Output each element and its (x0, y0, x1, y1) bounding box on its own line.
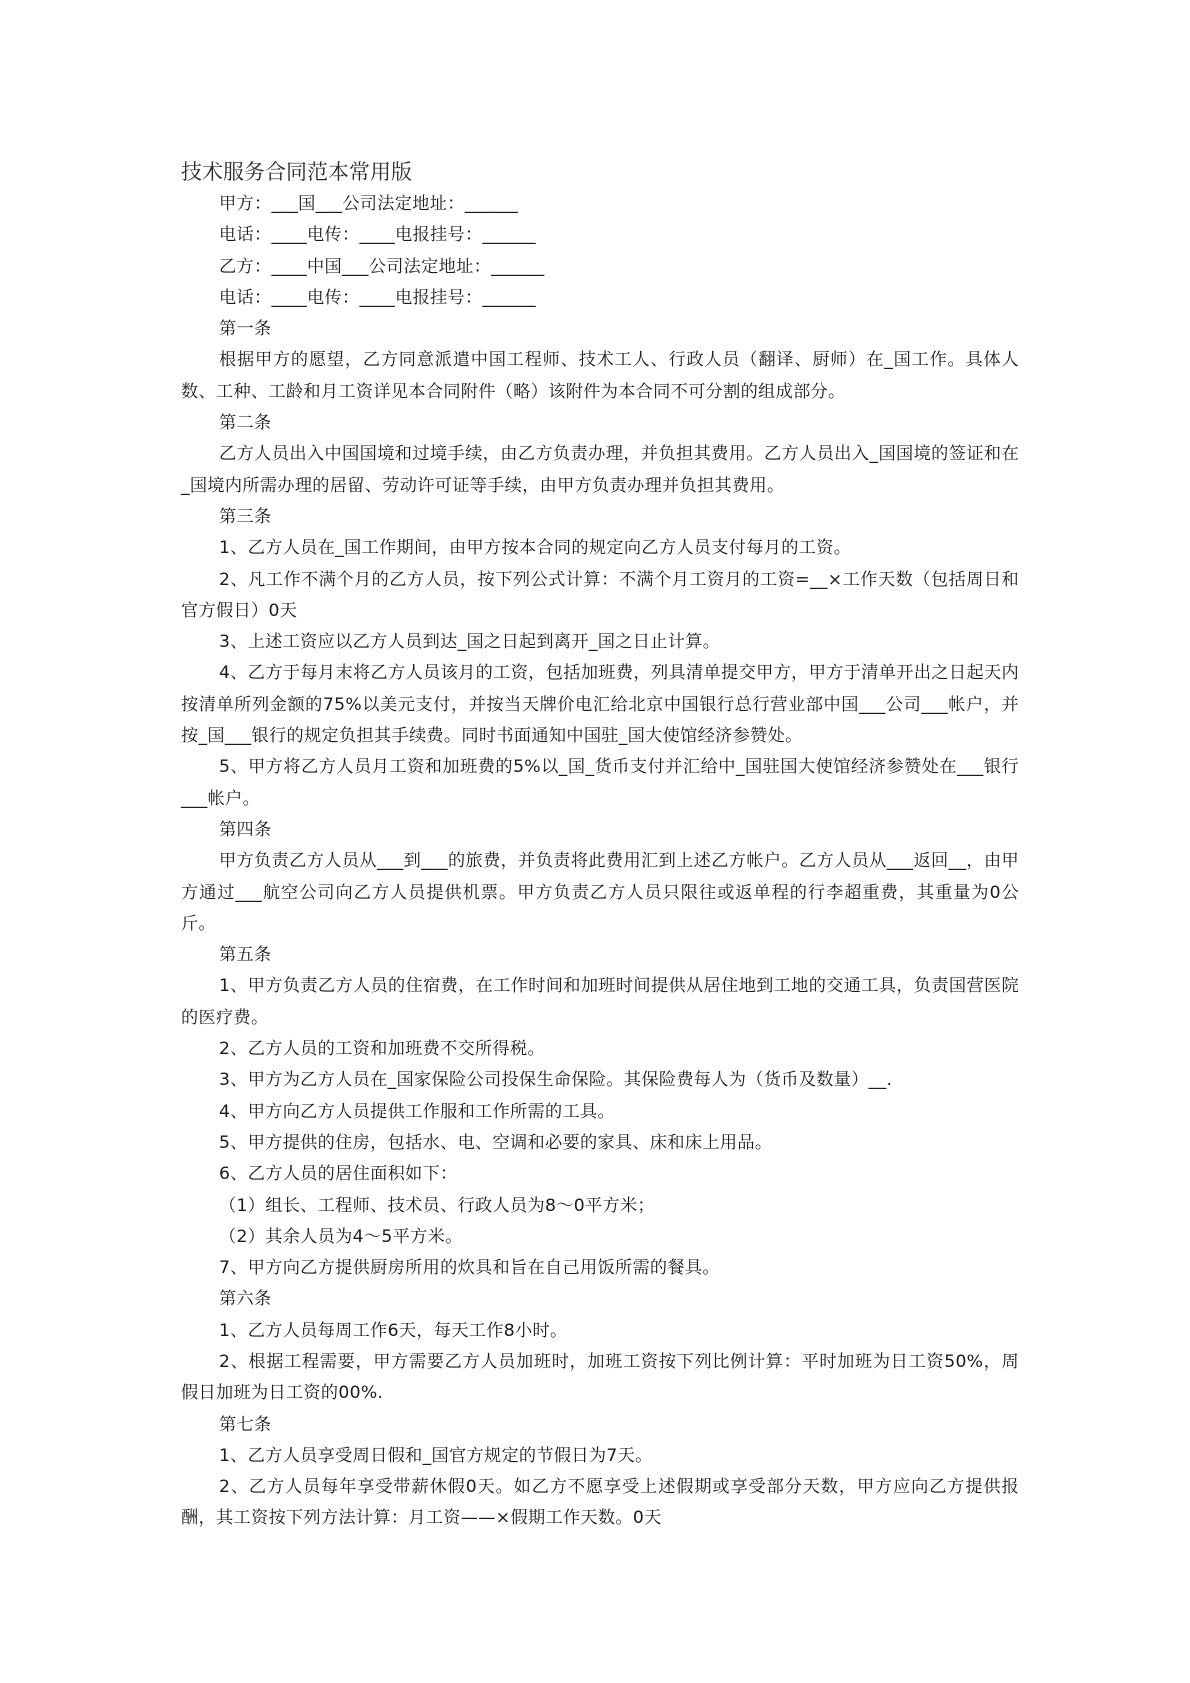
paragraph: 5、甲方提供的住房，包括水、电、空调和必要的家具、床和床上用品。 (219, 1132, 773, 1153)
article-heading: 第一条 (219, 319, 272, 340)
article-heading: 第四条 (219, 819, 272, 840)
document-body (181, 189, 1019, 1535)
paragraph: 1、乙方人员每周工作6天，每天工作8小时。 (219, 1320, 568, 1341)
article-heading: 第六条 (219, 1289, 272, 1310)
paragraph: 2、凡工作不满个月的乙方人员，按下列公式计算：不满个月工资月的工资=__×工作天数（包括周日和官方假日）0天 (181, 569, 1019, 621)
paragraph: 1、乙方人员享受周日假和_国官方规定的节假日为7天。 (219, 1445, 653, 1466)
paragraph: 根据甲方的愿望，乙方同意派遣中国工程师、技术工人、行政人员（翻译、厨师）在_国工作。具体人数、工种、工龄和月工资详见本合同附件（略）该附件为本合同不可分割的组成部分。 (181, 350, 1019, 402)
paragraph: 3、上述工资应以乙方人员到达_国之日起到离开_国之日止计算。 (219, 632, 721, 653)
paragraph: 4、乙方于每月末将乙方人员该月的工资，包括加班费，列具清单提交甲方，甲方于清单开出之日起天内按清单所列金额的75%以美元支付，并按当天牌价电汇给北京中国银行总行营业部中国___公司___帐户，并按_国___银行的规定负担其手续费。同时书面通知中国驻_国大使馆经济参赞处。 (181, 663, 1019, 747)
paragraph: 2、根据工程需要，甲方需要乙方人员加班时，加班工资按下列比例计算：平时加班为日工资50%，周假日加班为日工资的00%. (181, 1351, 1019, 1404)
document-title: 技术服务合同范本常用版 (181, 160, 412, 184)
paragraph: 1、甲方负责乙方人员的住宿费，在工作时间和加班时间提供从居住地到工地的交通工具，负责国营医院的医疗费。 (181, 976, 1019, 1028)
paragraph: 3、甲方为乙方人员在_国家保险公司投保生命保险。其保险费每人为（货币及数量）__. (219, 1070, 893, 1091)
paragraph: 6、乙方人员的居住面积如下： (219, 1164, 458, 1185)
party-b-line: 乙方：____中国___公司法定地址：______ (219, 256, 545, 277)
article-heading: 第二条 (219, 413, 272, 434)
paragraph: 2、乙方人员的工资和加班费不交所得税。 (219, 1039, 546, 1060)
paragraph: 1、乙方人员在_国工作期间，由甲方按本合同的规定向乙方人员支付每月的工资。 (219, 538, 852, 559)
article-heading: 第五条 (219, 945, 272, 966)
paragraph: 2、乙方人员每年享受带薪休假0天。如乙方不愿享受上述假期或享受部分天数，甲方应向乙方提供报酬，其工资按下列方法计算：月工资——×假期工作天数。0天 (181, 1477, 1019, 1529)
party-a-line: 甲方：___国___公司法定地址：______ (219, 194, 519, 214)
paragraph: （1）组长、工程师、技术员、行政人员为8～0平方米； (219, 1195, 655, 1216)
paragraph: 7、甲方向乙方提供厨房所用的炊具和旨在自己用饭所需的餐具。 (219, 1258, 720, 1279)
document-page (181, 155, 1019, 1535)
paragraph: 4、甲方向乙方人员提供工作服和工作所需的工具。 (219, 1101, 615, 1122)
article-heading: 第七条 (219, 1414, 272, 1435)
party-a-contact-line: 电话：____电传：____电报挂号：______ (219, 225, 536, 246)
paragraph: 5、甲方将乙方人员月工资和加班费的5%以_国_货币支付并汇给中_国驻国大使馆经济参赞处在___银行___帐户。 (181, 757, 1019, 809)
article-heading: 第三条 (219, 506, 272, 527)
party-b-contact-line: 电话：____电传：____电报挂号：______ (219, 287, 536, 308)
paragraph: 甲方负责乙方人员从___到___的旅费，并负责将此费用汇到上述乙方帐户。乙方人员从___返回__，由甲方通过___航空公司向乙方人员提供机票。甲方负责乙方人员只限往或返单程的行李超重费，其重量为0公斤。 (181, 851, 1019, 934)
paragraph: 乙方人员出入中国国境和过境手续，由乙方负责办理，并负担其费用。乙方人员出入_国国境的签证和在_国境内所需办理的居留、劳动许可证等手续，由甲方负责办理并负担其费用。 (181, 444, 1019, 496)
paragraph: （2）其余人员为4～5平方米。 (219, 1226, 463, 1247)
